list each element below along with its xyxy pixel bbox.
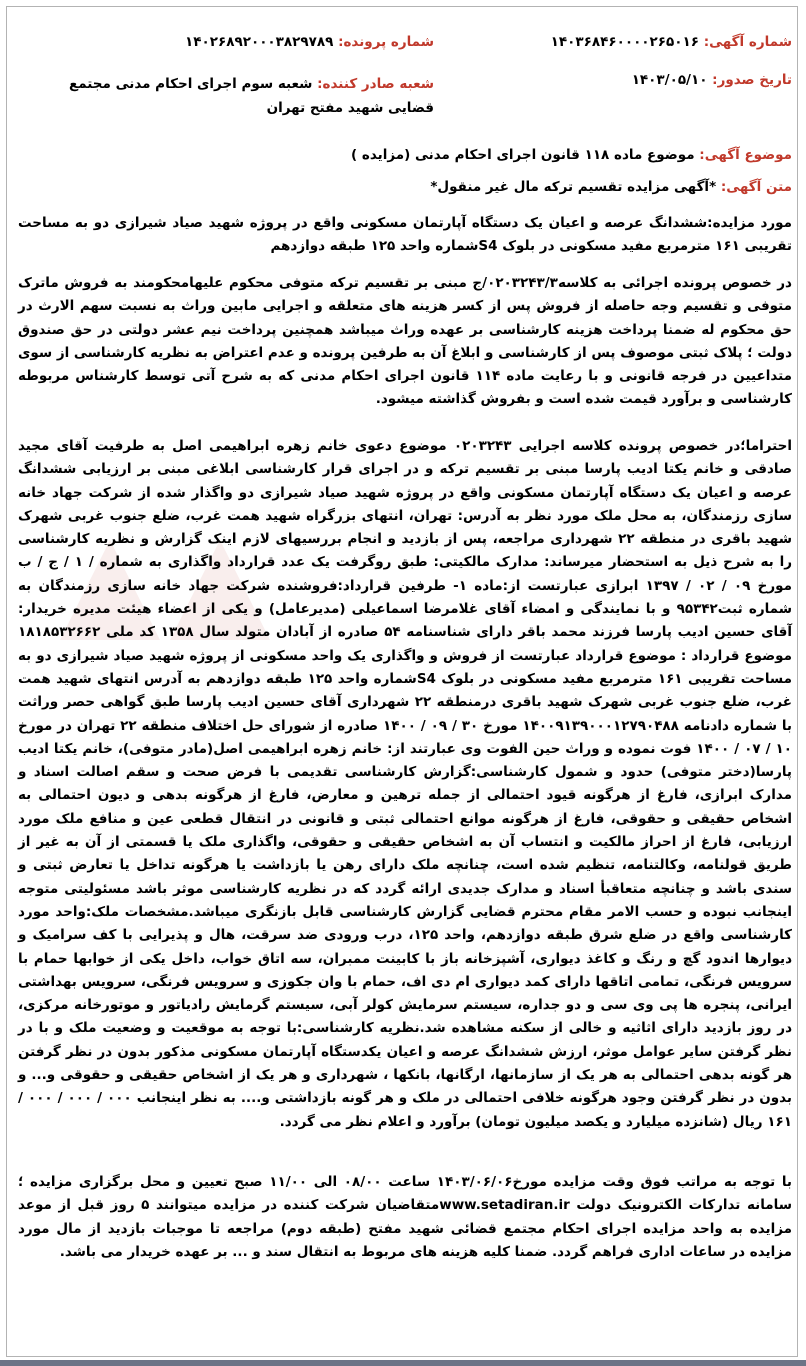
case-summary-paragraph: در خصوص پرونده اجرائی به کلاسه۰۲۰۳۲۴۳/۳/ج مبنی بر تقسیم ترکه متوفی محکوم علیهامحکومند به فروش ماترک متوفی و تقسیم وجه حاصله از فروش پس از کسر هزینه های متعلقه و اجرایی مابین وراث به نسبت سهم الارث در حق محکوم له ضمنا پرداخت هزینه کارشناسی بر عهده وراث میباشد همچنین پرداخت نیم عشر دولتی در حق صندوق دولت ؛ پلاک ثبتی موصوف پس از کارشناسی و ابلاغ آن به طرفین پرونده و عدم اعتراض به نظریه کارشناسی از سوی متداعیین در فرجه قانونی و با رعایت ماده ۱۱۴ قانون اجرای احکام مدنی که به شرح آتی توسط کارشناس مربوطه کارشناسی و برآورد قیمت شده است و بفروش گذاشته میشود. <box>18 275 792 408</box>
ad-number <box>551 34 792 50</box>
issue-date <box>632 72 792 88</box>
issue-date-label: تاریخ صدور: <box>712 72 792 88</box>
ad-text-title <box>430 179 792 195</box>
bottom-bar <box>0 1360 806 1366</box>
issue-date-value: ۱۴۰۳/۰۵/۱۰ <box>631 72 708 88</box>
ad-number-label: شماره آگهی: <box>703 34 792 50</box>
ad-subject <box>351 147 792 163</box>
ad-text-label: متن آگهی: <box>720 179 792 195</box>
ad-text-heading: *آگهی مزایده تقسیم ترکه مال غیر منقول* <box>430 179 717 195</box>
ad-subject-value: موضوع ماده ۱۱۸ قانون اجرای احکام مدنی (مزایده ) <box>351 147 695 163</box>
case-number-label: شماره پرونده: <box>338 34 434 50</box>
ad-subject-label: موضوع آگهی: <box>699 147 792 163</box>
case-number <box>185 34 434 50</box>
case-number-value: ۱۴۰۲۶۸۹۲۰۰۰۳۸۲۹۷۸۹ <box>185 34 334 50</box>
issuing-branch <box>54 72 434 120</box>
ad-number-value: ۱۴۰۳۶۸۴۶۰۰۰۰۲۶۵۰۱۶ <box>550 34 699 50</box>
auction-schedule-paragraph: با توجه به مراتب فوق وقت مزایده مورخ۱۴۰۳/۰۶/۰۶ ساعت ۰۸/۰۰ الی ۱۱/۰۰ صبح تعیین و محل برگزاری مزایده ؛سامانه تدارکات الکترونیک دولت www.setadiran.irمتقاضیان شرکت کننده در مزایده میتوانند ۵ روز قبل از موعد مزایده به واحد مزایده اجرای احکام مجتمع قضائی شهید مفتح (طبقه دوم) مراجعه تا موجبات بازدید از مال مورد مزایده در ساعات اداری فراهم گردد. ضمنا کلیه هزینه های مربوط به انتقال سند و ... بر عهده خریدار می باشد. <box>18 1174 792 1260</box>
expert-report-paragraph: احتراما؛در خصوص پرونده کلاسه اجرایی ۰۲۰۳۲۴۳ موضوع دعوی خانم زهره ابراهیمی اصل به طرفیت آقای مجید صادقی و خانم یکتا ادیب پارسا مبنی بر تقسیم ترکه و در اجرای قرار کارشناسی ابلاغی مبنی بر ارزیابی ششدانگ عرصه و اعیان یک دستگاه آپارتمان مسکونی واقع در پروژه شهید صیاد شیرازی دو واگذار شده از شرکت جهاد خانه سازی رزمندگان، به محل ملک مورد نظر به آدرس: تهران، انتهای بزرگراه شهید همت غرب، ضلع جنوب غربی شهرک شهید باقری در منطقه ۲۲ شهرداری مراجعه، پس از بازدید و انجام بررسیهای لازم اینک گزارش و نظریه کارشناسی را به شرح ذیل به استحضار میرساند: مدارک مالکیتی: طبق روگرفت یک عدد قرارداد واگذاری به شماره / ۱ / ج / ب مورخ ۰۹ / ۰۲ / ۱۳۹۷ ابرازی عبارتست از:ماده ۱- طرفین قرارداد:فروشنده شرکت جهاد خانه سازی رزمندگان به شماره ثبت۹۵۳۴۲ و با نمایندگی و امضاء آقای غلامرضا اسماعیلی (مدیرعامل) و یکی از اعضاء هیئت مدیره خریدار: آقای حسین ادیب پارسا فرزند محمد باقر دارای شناسنامه ۵۴ صادره از آبادان متولد سال ۱۳۵۸ کد ملی ۱۸۱۸۵۳۲۶۶۲ موضوع قرارداد : موضوع قرارداد عبارتست از فروش و واگذاری یک واحد مسکونی از پروژه شهید صیاد شیرازی دو به مساحت تقریبی ۱۶۱ مترمربع مفید مسکونی در بلوک S4شماره واحد ۱۲۵ طبقه دوازدهم به آدرس انتهای شهید همت غرب، ضلع جنوب غربی شهرک شهید باقری درمنطقه ۲۲ شهرداری آقای حسین ادیب پارسا طبق گواهی حصر وراثت با شماره دادنامه ۱۴۰۰۹۱۳۹۰۰۰۱۲۷۹۰۴۸۸ مورخ ۳۰ / ۰۹ / ۱۴۰۰ صادره از شورای حل اختلاف منطقه ۲۲ تهران در مورخ ۱۰ / ۰۷ / ۱۴۰۰ فوت نموده و وراث حین الفوت وی عبارتند از: خانم زهره ابراهیمی اصل(مادر متوفی)، خانم یکتا ادیب پارسا(دختر متوفی) حدود و شمول کارشناسی:گزارش کارشناسی تقدیمی با فرض صحت و سقم اصالت اسناد و مدارک ابرازی، فارغ از هرگونه قیود احتمالی از جمله ترهین و معارض، فارغ از هرگونه بدهی و دیون احتمالی به اشخاص حقیقی و حقوقی، فارغ از هرگونه موانع احتمالی ثبتی و قانونی در انتقال قطعی عین و منافع ملک مورد ارزیابی، فارغ از احراز مالکیت و انتساب آن به اشخاص حقیقی و حقوقی، واگذاری ملک یا قسمتی از آن به غیر از طریق قولنامه، وکالتنامه، تنظیم شده است، چنانچه ملک دارای رهن یا بازداشت یا هرگونه تداخل یا تعارض ثبتی و سندی باشد و چنانچه متعاقبأ اسناد و مدارک جدیدی ارائه گردد که در نظریه کارشناسی موثر باشد مسئولیتی متوجه اینجانب نبوده و حسب الامر مقام محترم قضایی گزارش کارشناسی قابل بازنگری میباشد.مشخصات ملک:واحد مورد کارشناسی واقع در ضلع شرق طبقه دوازدهم، واحد ۱۲۵، درب ورودی ضد سرقت، هال و پذیرایی با کف سرامیک و دیوارها اندود گچ و رنگ و کاغذ دیواری، آشپزخانه باز با کابینت ممبران، سه اتاق خواب، داخل یکی از خوابها حمام با سرویس فرنگی، تمامی اتاقها دارای کمد دیواری ام دی اف، حمام با وان جکوزی و سرویس فرنگی، سرویس بهداشتی ایرانی، پنجره ها پی وی سی و دو جداره، سیستم سرمایش کولر آبی، سیستم گرمایش رادیاتور و موتورخانه مرکزی، در روز بازدید دارای اثاثیه و خالی از سکنه مشاهده شد.نظریه کارشناسی:با توجه به موقعیت و وضعیت ملک و با در نظر گرفتن سایر عوامل موثر، ارزش ششدانگ عرصه و اعیان یکدستگاه آپارتمان مسکونی مذکور بدون در نظر گرفتن هر گونه بدهی احتمالی به هر یک از سازمانها، ارگانها، بانکها ، شهرداری و هر یک از اشخاص حقیقی و حقوقی و... و بدون در نظر گرفتن وجود هرگونه خلافی احتمالی در ملک و هر گونه بازداشتی و.... به نظر اینجانب ۰۰۰ / ۰۰۰ / ۰۰۰ / ۱۶۱ ریال (شانزده میلیارد و یکصد میلیون تومان) برآورد و اعلام نظر می گردد. <box>18 438 792 1130</box>
auction-item-paragraph: مورد مزایده:ششدانگ عرصه و اعیان یک دستگاه آپارتمان مسکونی واقع در پروژه شهید صیاد شیرازی دو به مساحت تقریبی ۱۶۱ مترمربع مفید مسکونی در بلوک S4شماره واحد ۱۲۵ طبقه دوازدهم <box>18 215 792 255</box>
issuing-branch-label: شعبه صادر کننده: <box>317 76 434 92</box>
issuing-branch-value: شعبه سوم اجرای احکام مدنی مجتمع قضایی شهید مفتح تهران <box>69 76 434 116</box>
